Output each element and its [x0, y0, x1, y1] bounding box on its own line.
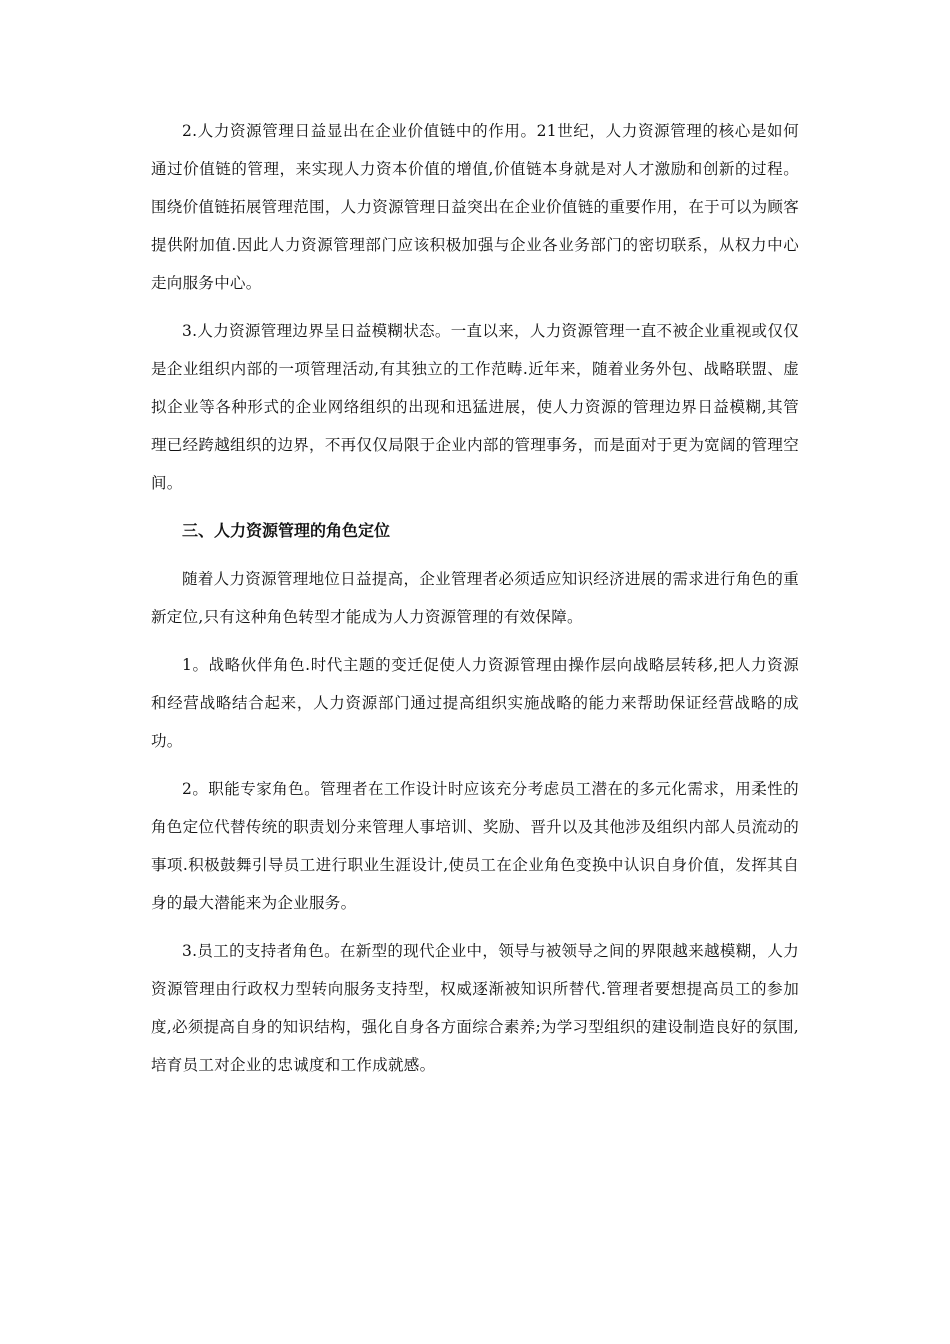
paragraph-employee-supporter: 3.员工的支持者角色。在新型的现代企业中，领导与被领导之间的界限越来越模糊，人力资源管理由行政权力型转向服务支持型，权威逐渐被知识所替代.管理者要想提高员工的参加度,必须提高自身的知识结构，强化自身各方面综合素养;为学习型组织的建设制造良好的氛围,培育员工对企业的忠诚度和工作成就感。	[151, 942, 799, 1074]
document-page	[151, 112, 799, 1094]
paragraph-role-intro: 随着人力资源管理地位日益提高，企业管理者必须适应知识经济进展的需求进行角色的重新定位,只有这种角色转型才能成为人力资源管理的有效保障。	[151, 570, 799, 626]
paragraph-value-chain: 2.人力资源管理日益显出在企业价值链中的作用。21世纪，人力资源管理的核心是如何通过价值链的管理，来实现人力资本价值的增值,价值链本身就是对人才激励和创新的过程。围绕价值链拓展管理范围，人力资源管理日益突出在企业价值链的重要作用，在于可以为顾客提供附加值.因此人力资源管理部门应该积极加强与企业各业务部门的密切联系，从权力中心走向服务中心。	[151, 122, 799, 292]
paragraph-functional-expert: 2。职能专家角色。管理者在工作设计时应该充分考虑员工潜在的多元化需求，用柔性的角色定位代替传统的职责划分来管理人事培训、奖励、晋升以及其他涉及组织内部人员流动的事项.积极鼓舞引导员工进行职业生涯设计,使员工在企业角色变换中认识自身价值，发挥其自身的最大潜能来为企业服务。	[151, 780, 799, 912]
paragraph-boundary: 3.人力资源管理边界呈日益模糊状态。一直以来，人力资源管理一直不被企业重视或仅仅是企业组织内部的一项管理活动,有其独立的工作范畴.近年来，随着业务外包、战略联盟、虚拟企业等各种形式的企业网络组织的出现和迅猛进展，使人力资源的管理边界日益模糊,其管理已经跨越组织的边界，不再仅仅局限于企业内部的管理事务，而是面对于更为宽阔的管理空间。	[151, 322, 799, 492]
section-heading: 三、人力资源管理的角色定位	[182, 521, 391, 540]
paragraph-strategic-partner: 1。战略伙伴角色.时代主题的变迁促使人力资源管理由操作层向战略层转移,把人力资源和经营战略结合起来，人力资源部门通过提高组织实施战略的能力来帮助保证经营战略的成功。	[151, 656, 799, 750]
